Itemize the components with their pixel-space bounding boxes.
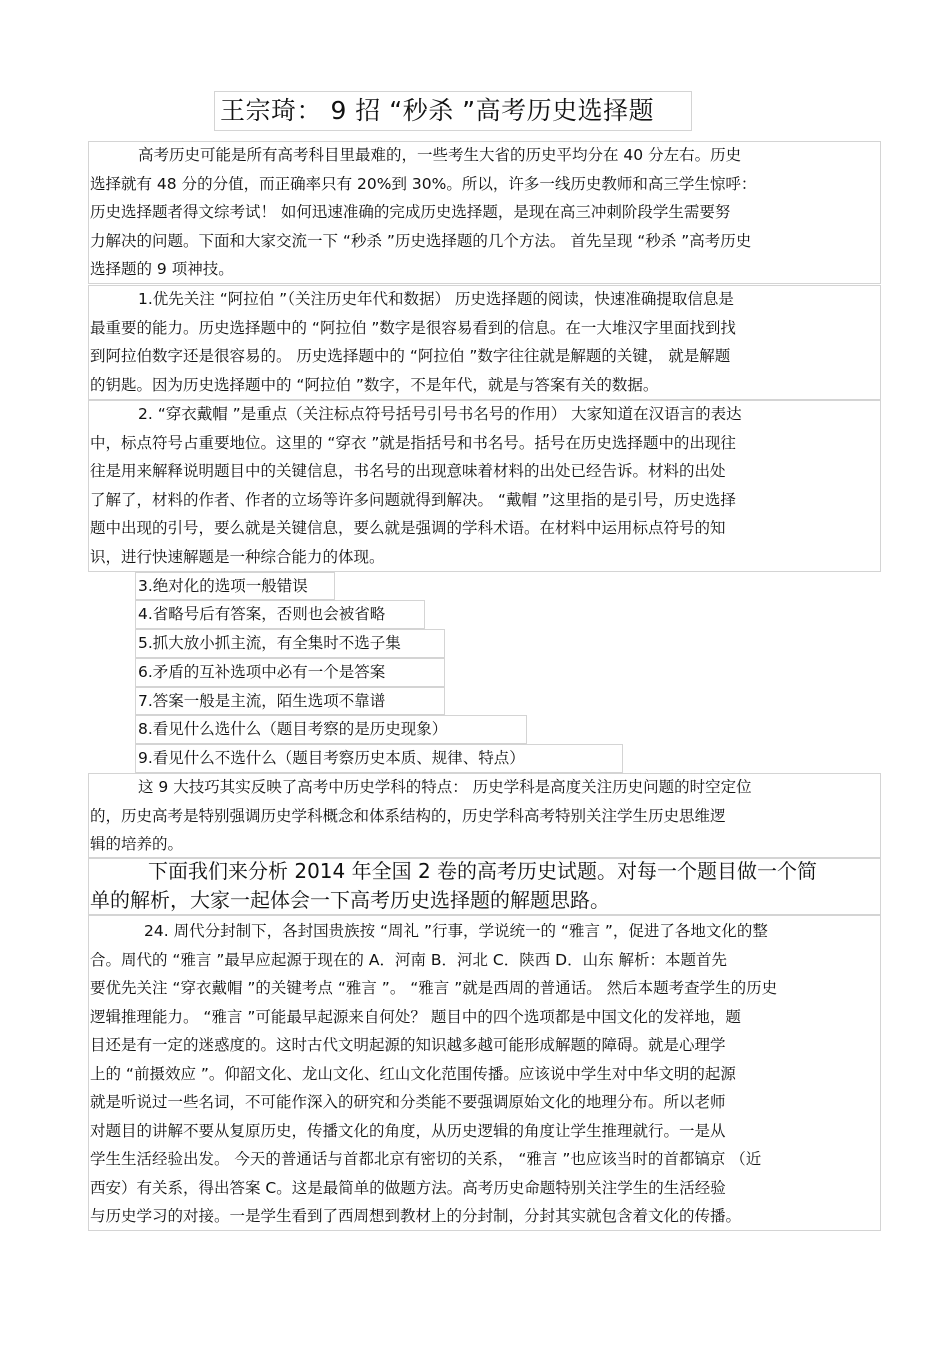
text-line: 最重要的能力。历史选择题中的 “阿拉伯 ”数字是很容易看到的信息。在一大堆汉字里面找到找 bbox=[90, 318, 736, 337]
intro-paragraph bbox=[90, 141, 880, 284]
summary-paragraph bbox=[90, 773, 880, 859]
text-line: 辑的培养的。 bbox=[90, 835, 184, 853]
text-line: 选择就有 48 分的分值，而正确率只有 20%到 30%。所以，许多一线历史教师和高三学生惊呼： bbox=[90, 174, 757, 193]
text-line: 中，标点符号占重要地位。这里的 “穿衣 ”就是指括号和书名号。括号在历史选择题中的出现往 bbox=[90, 433, 736, 452]
tip-item: 6.矛盾的互补选项中必有一个是答案 bbox=[138, 663, 386, 681]
text-line: 目还是有一定的迷惑度的。这时古代文明起源的知识越多越可能形成解题的障碍。就是心理学 bbox=[90, 1036, 726, 1054]
tip-item: 5.抓大放小抓主流，有全集时不选子集 bbox=[138, 634, 401, 652]
text-line: 上的 “前摄效应 ”。仰韶文化、龙山文化、红山文化范围传播。应该说中学生对中华文明的起源 bbox=[90, 1064, 736, 1083]
text-line: 对题目的讲解不要从复原历史，传播文化的角度，从历史逻辑的角度让学生推理就行。一是从 bbox=[90, 1121, 726, 1140]
text-line: 力解决的问题。下面和大家交流一下 “秒杀 ”历史选择题的几个方法。 首先呈现 “秒杀 ”高考历史 bbox=[90, 231, 752, 250]
text-line: 这 9 大技巧其实反映了高考中历史学科的特点： 历史学科是高度关注历史问题的时空定位 bbox=[138, 778, 752, 796]
text-line: 西安）有关系，得出答案 C。这是最简单的做题方法。高考历史命题特别关注学生的生活经验 bbox=[90, 1178, 726, 1197]
tip-item: 7.答案一般是主流，陌生选项不靠谱 bbox=[138, 692, 386, 710]
text-line: 历史选择题者得文综考试！ 如何迅速准确的完成历史选择题，是现在高三冲刺阶段学生需要努 bbox=[90, 203, 731, 221]
text-line: 了解了，材料的作者、作者的立场等许多问题就得到解决。 “戴帽 ”这里指的是引号，历史选择 bbox=[90, 490, 736, 509]
tip-item: 9.看见什么不选什么（题目考察历史本质、规律、特点） bbox=[138, 749, 525, 767]
tip2-paragraph bbox=[90, 400, 880, 571]
text-line: 逻辑推理能力。 “雅言 ”可能最早起源来自何处？ 题目中的四个选项都是中国文化的发祥地，题 bbox=[90, 1007, 741, 1026]
heading-line: 单的解析，大家一起体会一下高考历史选择题的解题思路。 bbox=[90, 888, 610, 912]
question-24-paragraph bbox=[90, 917, 880, 1231]
page-title: 王宗琦： 9 招 “秒杀 ”高考历史选择题 bbox=[220, 96, 655, 125]
text-line: 选择题的 9 项神技。 bbox=[90, 260, 234, 278]
text-line: 到阿拉伯数字还是很容易的。 历史选择题中的 “阿拉伯 ”数字往往就是解题的关键， 就是解题 bbox=[90, 347, 731, 365]
text-line: 高考历史可能是所有高考科目里最难的，一些考生大省的历史平均分在 40 分左右。历史 bbox=[138, 146, 742, 164]
tip1-paragraph bbox=[90, 285, 880, 399]
text-line: 2. “穿衣戴帽 ”是重点（关注标点符号括号引号书名号的作用） 大家知道在汉语言的表达 bbox=[138, 405, 742, 423]
text-line: 往是用来解释说明题目中的关键信息，书名号的出现意味着材料的出处已经告诉。材料的出处 bbox=[90, 462, 726, 480]
text-line: 的，历史高考是特别强调历史学科概念和体系结构的，历史学科高考特别关注学生历史思维逻 bbox=[90, 806, 726, 825]
text-line: 学生生活经验出发。 今天的普通话与首都北京有密切的关系， “雅言 ”也应该当时的首都镐京 （近 bbox=[90, 1150, 762, 1168]
heading-line: 下面我们来分析 2014 年全国 2 卷的高考历史试题。对每一个题目做一个简 bbox=[148, 859, 818, 883]
text-line: 就是听说过一些名词，不可能作深入的研究和分类能不要强调原始文化的地理分布。所以老师 bbox=[90, 1093, 726, 1111]
text-line: 要优先关注 “穿衣戴帽 ”的关键考点 “雅言 ”。 “雅言 ”就是西周的普通话。 然后本题考查学生的历史 bbox=[90, 979, 778, 997]
tip-item: 3.绝对化的选项一般错误 bbox=[138, 577, 308, 595]
text-line: 识，进行快速解题是一种综合能力的体现。 bbox=[90, 547, 385, 566]
analysis-heading bbox=[90, 857, 880, 915]
text-line: 与历史学习的对接。一是学生看到了西周想到教材上的分封制，分封其实就包含着文化的传播。 bbox=[90, 1207, 742, 1225]
text-line: 24. 周代分封制下，各封国贵族按 “周礼 ”行事，学说统一的 “雅言 ”，促进了各地文化的整 bbox=[144, 922, 768, 940]
tip-item: 4.省略号后有答案，否则也会被省略 bbox=[138, 605, 386, 623]
text-line: 题中出现的引号，要么就是关键信息，要么就是强调的学科术语。在材料中运用标点符号的知 bbox=[90, 519, 726, 537]
tip-item: 8.看见什么选什么（题目考察的是历史现象） bbox=[138, 720, 448, 738]
text-line: 的钥匙。因为历史选择题中的 “阿拉伯 ”数字，不是年代，就是与答案有关的数据。 bbox=[90, 375, 659, 394]
text-line: 合。周代的 “雅言 ”最早应起源于现在的 A．河南 B．河北 C．陕西 D．山东 解析：本题首先 bbox=[90, 950, 728, 969]
text-line: 1.优先关注 “阿拉伯 ”（关注历史年代和数据） 历史选择题的阅读，快速准确提取信息是 bbox=[138, 290, 734, 308]
